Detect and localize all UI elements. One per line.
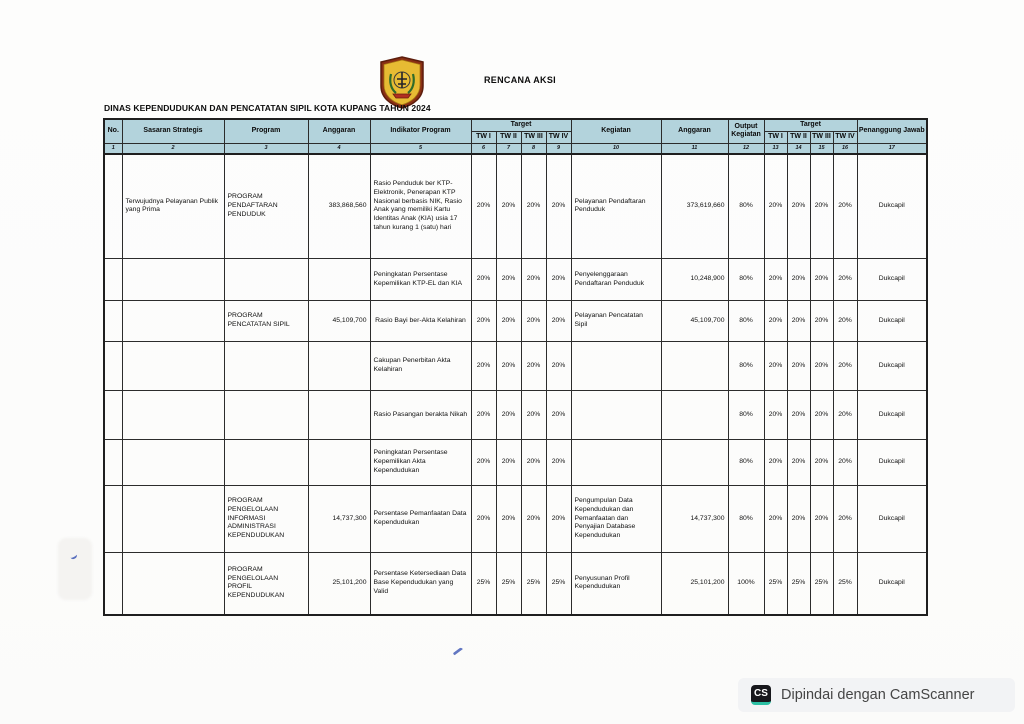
cell: Dukcapil bbox=[857, 342, 927, 391]
cell: 20% bbox=[546, 391, 571, 440]
col-header-tw2: TW II bbox=[496, 131, 521, 143]
cell: 20% bbox=[764, 259, 787, 301]
rencana-aksi-table bbox=[103, 118, 928, 616]
cell: Pelayanan Pencatatan Sipil bbox=[571, 301, 661, 342]
table-row bbox=[104, 342, 927, 391]
cell: 20% bbox=[810, 440, 833, 486]
cell: 20% bbox=[764, 391, 787, 440]
cell: 20% bbox=[764, 440, 787, 486]
col-header-target: Target bbox=[471, 119, 571, 131]
cell: 25% bbox=[496, 553, 521, 615]
col-header-tw3: TW III bbox=[521, 131, 546, 143]
cell: PROGRAM PENDAFTARAN PENDUDUK bbox=[224, 154, 308, 259]
cell: 80% bbox=[728, 301, 764, 342]
cell: Penyelenggaraan Pendaftaran Penduduk bbox=[571, 259, 661, 301]
cell: 25% bbox=[810, 553, 833, 615]
cell bbox=[104, 553, 122, 615]
col-header-indikator-program: Indikator Program bbox=[370, 119, 471, 143]
cell: 25% bbox=[833, 553, 857, 615]
cell: 20% bbox=[810, 154, 833, 259]
cell: 20% bbox=[833, 259, 857, 301]
col-header-output-kegiatan: Output Kegiatan bbox=[728, 119, 764, 143]
cell: Peningkatan Persentase Kepemilikan Akta Kependudukan bbox=[370, 440, 471, 486]
cell: Persentase Ketersediaan Data Base Kependudukan yang Valid bbox=[370, 553, 471, 615]
cell: 20% bbox=[521, 301, 546, 342]
cell bbox=[224, 391, 308, 440]
cell: Dukcapil bbox=[857, 259, 927, 301]
cell bbox=[104, 391, 122, 440]
cell: PROGRAM PENGELOLAAN INFORMASI ADMINISTRASI KEPENDUDUKAN bbox=[224, 486, 308, 553]
col-header-anggaran: Anggaran bbox=[308, 119, 370, 143]
cell: 20% bbox=[764, 486, 787, 553]
cell: 25,101,200 bbox=[661, 553, 728, 615]
col-header-sasaran-strategis: Sasaran Strategis bbox=[122, 119, 224, 143]
cell: 373,619,660 bbox=[661, 154, 728, 259]
cell: 20% bbox=[833, 486, 857, 553]
cell bbox=[122, 259, 224, 301]
cell: 20% bbox=[546, 440, 571, 486]
column-number-cell: 10 bbox=[571, 143, 661, 154]
table-row bbox=[104, 486, 927, 553]
cell bbox=[122, 486, 224, 553]
cell: Dukcapil bbox=[857, 440, 927, 486]
cell: 20% bbox=[471, 391, 496, 440]
cell: 80% bbox=[728, 154, 764, 259]
cell: Dukcapil bbox=[857, 553, 927, 615]
cell: 20% bbox=[810, 486, 833, 553]
cell bbox=[104, 154, 122, 259]
cell: 14,737,300 bbox=[661, 486, 728, 553]
col-header-no: No. bbox=[104, 119, 122, 143]
column-number-cell: 3 bbox=[224, 143, 308, 154]
column-number-cell: 11 bbox=[661, 143, 728, 154]
table-row bbox=[104, 301, 927, 342]
cell: Dukcapil bbox=[857, 486, 927, 553]
scan-smudge bbox=[58, 538, 92, 600]
cell: 20% bbox=[471, 301, 496, 342]
cell: 20% bbox=[521, 342, 546, 391]
cell: 20% bbox=[471, 440, 496, 486]
column-number-cell: 6 bbox=[471, 143, 496, 154]
cell: Dukcapil bbox=[857, 301, 927, 342]
cell: 14,737,300 bbox=[308, 486, 370, 553]
cell: 20% bbox=[546, 486, 571, 553]
cell: Dukcapil bbox=[857, 391, 927, 440]
cell bbox=[122, 440, 224, 486]
column-number-cell: 2 bbox=[122, 143, 224, 154]
col-header-tw1: TW I bbox=[471, 131, 496, 143]
cell: 20% bbox=[810, 391, 833, 440]
column-number-cell: 17 bbox=[857, 143, 927, 154]
camscanner-icon: CS bbox=[751, 685, 771, 705]
cell: 20% bbox=[787, 301, 810, 342]
document-title: RENCANA AKSI bbox=[484, 75, 556, 85]
cell bbox=[122, 553, 224, 615]
cell: 80% bbox=[728, 486, 764, 553]
cell: 20% bbox=[833, 154, 857, 259]
table-header bbox=[104, 119, 927, 154]
col-header-anggaran-kegiatan: Anggaran bbox=[661, 119, 728, 143]
cell: 20% bbox=[496, 301, 521, 342]
kota-kupang-coat-of-arms-logo bbox=[378, 56, 426, 109]
document-subtitle: DINAS KEPENDUDUKAN DAN PENCATATAN SIPIL KOTA KUPANG TAHUN 2024 bbox=[104, 103, 431, 113]
cell: 80% bbox=[728, 342, 764, 391]
col-header-program: Program bbox=[224, 119, 308, 143]
cell: 45,109,700 bbox=[308, 301, 370, 342]
camscanner-label: Dipindai dengan CamScanner bbox=[781, 687, 975, 703]
cell: 20% bbox=[810, 301, 833, 342]
column-number-cell: 8 bbox=[521, 143, 546, 154]
cell: 100% bbox=[728, 553, 764, 615]
cell: 20% bbox=[787, 440, 810, 486]
cell bbox=[661, 440, 728, 486]
camscanner-badge bbox=[738, 678, 1015, 712]
column-number-cell: 14 bbox=[787, 143, 810, 154]
cell bbox=[571, 391, 661, 440]
column-number-cell: 15 bbox=[810, 143, 833, 154]
cell bbox=[122, 301, 224, 342]
cell bbox=[104, 486, 122, 553]
column-number-cell: 12 bbox=[728, 143, 764, 154]
cell: 20% bbox=[521, 259, 546, 301]
table-row bbox=[104, 259, 927, 301]
cell: 45,109,700 bbox=[661, 301, 728, 342]
cell: 20% bbox=[546, 259, 571, 301]
cell: 25,101,200 bbox=[308, 553, 370, 615]
cell: 20% bbox=[546, 342, 571, 391]
cell: Rasio Penduduk ber KTP-Elektronik, Penerapan KTP Nasional berbasis NIK, Rasio Anak yang memiliki Kartu Identitas Anak (KIA) usia 17 tahun kurang 1 (satu) hari bbox=[370, 154, 471, 259]
col-header-tw1-keg: TW I bbox=[764, 131, 787, 143]
cell: 20% bbox=[810, 342, 833, 391]
cell bbox=[308, 342, 370, 391]
cell bbox=[308, 391, 370, 440]
cell: Cakupan Penerbitan Akta Kelahiran bbox=[370, 342, 471, 391]
cell: 20% bbox=[496, 391, 521, 440]
cell: 383,868,560 bbox=[308, 154, 370, 259]
cell: 20% bbox=[764, 301, 787, 342]
table-row bbox=[104, 391, 927, 440]
cell: 25% bbox=[471, 553, 496, 615]
cell: Pengumpulan Data Kependudukan dan Pemanfaatan dan Penyajian Database Kependudukan bbox=[571, 486, 661, 553]
cell: 80% bbox=[728, 259, 764, 301]
cell: 20% bbox=[546, 301, 571, 342]
cell: 20% bbox=[496, 486, 521, 553]
cell: 20% bbox=[521, 154, 546, 259]
cell bbox=[104, 259, 122, 301]
pen-mark bbox=[452, 647, 474, 663]
cell: Penyusunan Profil Kependudukan bbox=[571, 553, 661, 615]
cell: 20% bbox=[521, 391, 546, 440]
cell bbox=[571, 440, 661, 486]
cell: 20% bbox=[471, 486, 496, 553]
cell: 20% bbox=[787, 486, 810, 553]
cell: 20% bbox=[496, 440, 521, 486]
cell: 25% bbox=[546, 553, 571, 615]
cell bbox=[224, 342, 308, 391]
cell: 25% bbox=[764, 553, 787, 615]
cell: 25% bbox=[521, 553, 546, 615]
cell: 20% bbox=[546, 154, 571, 259]
column-number-cell: 13 bbox=[764, 143, 787, 154]
cell: Rasio Pasangan berakta Nikah bbox=[370, 391, 471, 440]
col-header-penanggung-jawab: Penanggung Jawab bbox=[857, 119, 927, 143]
cell: 20% bbox=[787, 259, 810, 301]
cell: 25% bbox=[787, 553, 810, 615]
cell bbox=[122, 342, 224, 391]
table-body bbox=[104, 154, 927, 615]
cell: 20% bbox=[471, 259, 496, 301]
cell: Peningkatan Persentase Kepemilikan KTP-EL dan KIA bbox=[370, 259, 471, 301]
col-header-tw4: TW IV bbox=[546, 131, 571, 143]
cell bbox=[104, 342, 122, 391]
col-header-tw2-keg: TW II bbox=[787, 131, 810, 143]
col-header-kegiatan: Kegiatan bbox=[571, 119, 661, 143]
col-header-target-kegiatan: Target bbox=[764, 119, 857, 131]
column-number-cell: 5 bbox=[370, 143, 471, 154]
cell: 20% bbox=[764, 342, 787, 391]
column-number-cell: 9 bbox=[546, 143, 571, 154]
cell: 10,248,900 bbox=[661, 259, 728, 301]
column-number-cell: 7 bbox=[496, 143, 521, 154]
cell bbox=[122, 391, 224, 440]
cell bbox=[104, 440, 122, 486]
cell: PROGRAM PENCATATAN SIPIL bbox=[224, 301, 308, 342]
cell bbox=[661, 391, 728, 440]
cell bbox=[308, 440, 370, 486]
cell: 20% bbox=[787, 154, 810, 259]
cell: 20% bbox=[833, 391, 857, 440]
column-number-cell: 16 bbox=[833, 143, 857, 154]
cell bbox=[571, 342, 661, 391]
cell: Terwujudnya Pelayanan Publik yang Prima bbox=[122, 154, 224, 259]
cell: 20% bbox=[496, 259, 521, 301]
cell: 20% bbox=[833, 440, 857, 486]
cell bbox=[224, 440, 308, 486]
cell: 80% bbox=[728, 440, 764, 486]
cell: Persentase Pemanfaatan Data Kependudukan bbox=[370, 486, 471, 553]
cell: 20% bbox=[810, 259, 833, 301]
column-number-row bbox=[104, 143, 927, 154]
cell: 20% bbox=[833, 301, 857, 342]
cell: Dukcapil bbox=[857, 154, 927, 259]
cell bbox=[224, 259, 308, 301]
table-row bbox=[104, 154, 927, 259]
cell: Rasio Bayi ber-Akta Kelahiran bbox=[370, 301, 471, 342]
cell: 20% bbox=[496, 342, 521, 391]
cell bbox=[661, 342, 728, 391]
cell: 20% bbox=[521, 486, 546, 553]
cell: 20% bbox=[764, 154, 787, 259]
cell: 20% bbox=[471, 154, 496, 259]
cell bbox=[308, 259, 370, 301]
column-number-cell: 4 bbox=[308, 143, 370, 154]
table-row bbox=[104, 553, 927, 615]
table-row bbox=[104, 440, 927, 486]
cell: 20% bbox=[787, 391, 810, 440]
cell: 20% bbox=[833, 342, 857, 391]
cell: 20% bbox=[521, 440, 546, 486]
cell bbox=[104, 301, 122, 342]
cell: 20% bbox=[496, 154, 521, 259]
column-number-cell: 1 bbox=[104, 143, 122, 154]
col-header-tw3-keg: TW III bbox=[810, 131, 833, 143]
cell: Pelayanan Pendaftaran Penduduk bbox=[571, 154, 661, 259]
cell: 20% bbox=[471, 342, 496, 391]
cell: 80% bbox=[728, 391, 764, 440]
col-header-tw4-keg: TW IV bbox=[833, 131, 857, 143]
cell: PROGRAM PENGELOLAAN PROFIL KEPENDUDUKAN bbox=[224, 553, 308, 615]
cell: 20% bbox=[787, 342, 810, 391]
